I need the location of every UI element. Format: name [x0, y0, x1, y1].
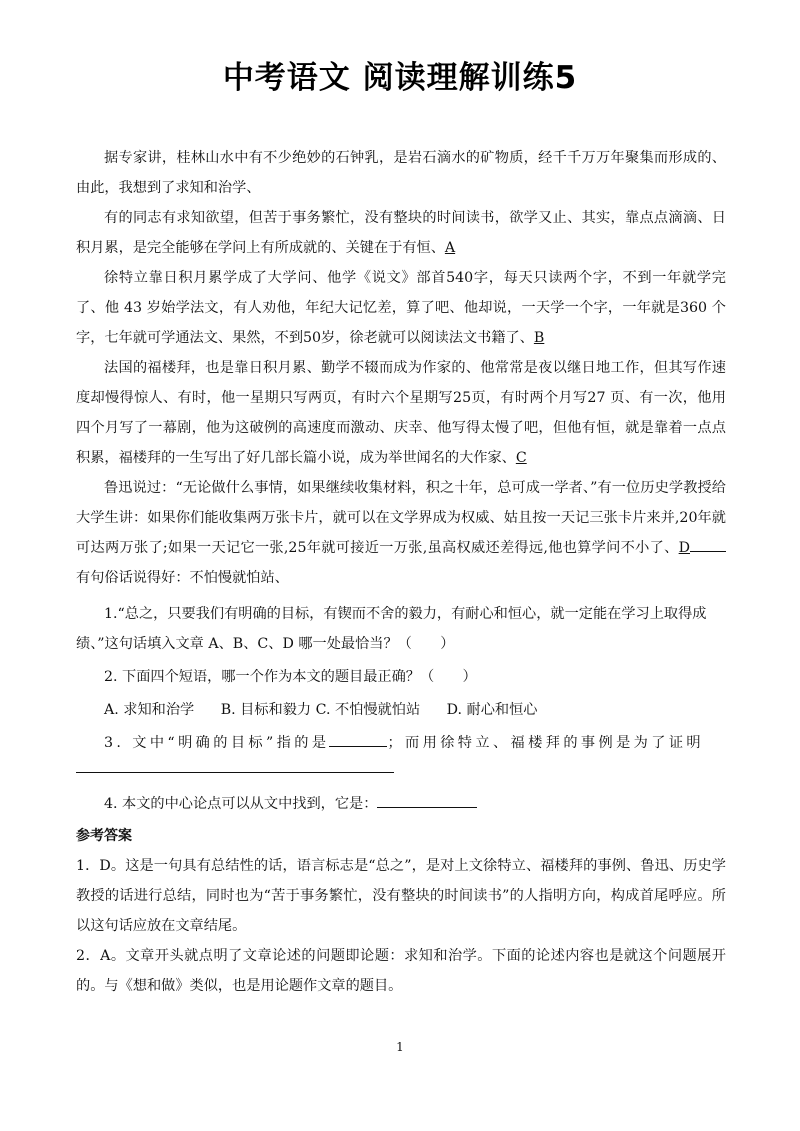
question-2: 2. 下面四个短语，哪一个作为本文的题目最正确？（ ） — [104, 669, 477, 685]
marker-a: A — [444, 240, 456, 256]
paragraph-text: 有句俗话说得好：不怕慢就怕站、 — [76, 570, 289, 586]
question-2-options — [76, 695, 726, 725]
marker-b: B — [533, 330, 545, 346]
question-4-text: 4. 本文的中心论点可以从文中找到，它是： — [104, 796, 378, 812]
answer-blank-4[interactable] — [377, 792, 477, 808]
marker-d: D — [678, 540, 690, 556]
paragraph-text: 徐特立靠日积月累学成了大学问、他学《说文》部首540字，每天只读两个字，不到一年就学完了、他 43 岁始学法文，有人劝他，年纪大记忆差，算了吧、他却说，一天学一个字，一年就是360 个字，七年就可学通法文、果然，不到50岁，徐老就可以阅读法文书籍了、 — [76, 270, 726, 346]
passage-paragraph-1: 据专家讲，桂林山水中有不少绝妙的石钟乳，是岩石滴水的矿物质，经千千万万年聚集而形成的、由此，我想到了求知和治学、 — [76, 150, 726, 196]
answer-blank-3b[interactable] — [76, 758, 394, 773]
document-body — [76, 143, 726, 1001]
option-c: C. 不怕慢就怕站 — [315, 702, 421, 718]
page-title: 中考语文 阅读理解训练5 — [222, 60, 578, 96]
option-a: A. 求知和治学 — [104, 702, 195, 718]
passage-paragraph-2 — [76, 203, 726, 263]
passage-paragraph-5 — [76, 473, 726, 593]
question-3-part-b: ；而用徐特立、福楼拜的事例是为了证明 — [387, 735, 705, 751]
paragraph-text: 法国的福楼拜，也是靠日积月累、勤学不辍而成为作家的、他常常是夜以继日地工作，但其写作速度却慢得惊人、有时，他一星期只写两页，有时六个星期写25页，有时两个月写27 页、有一次，他用四个月写了一幕剧，他为这破例的高速度而激动、庆幸、他写得太慢了吧，但他有恒，就是靠着一点点积累，福楼拜的一生写出了好几部长篇小说，成为举世闻名的大作家、 — [76, 360, 726, 466]
option-b: B. 目标和毅力 — [220, 702, 312, 718]
answer-blank-3a[interactable] — [329, 731, 387, 747]
option-d: D. 耐心和恒心 — [446, 702, 538, 718]
answer-1: 1．D。这是一句具有总结性的话，语言标志是“总之”，是对上文徐特立、福楼拜的事例、鲁迅、历史学教授的话进行总结，同时也为“苦于事务繁忙，没有整块的时间读书”的人指明方向，构成首尾呼应。所以这句话应放在文章结尾。 — [76, 858, 726, 934]
marker-c: C — [515, 450, 527, 466]
marker-d-blank — [690, 535, 726, 552]
paragraph-text: 鲁迅说过：“无论做什么事情，如果继续收集材料，积之十年，总可成一学者、”有一位历史学教授给大学生讲：如果你们能收集两万张卡片，就可以在文学界成为权威、姑且按一天记三张卡片来并,20年就可达两万张了;如果一天记它一张,25年就可接近一万张,虽高权威还差得远,他也算学问不小了、 — [76, 480, 726, 556]
passage-paragraph-3 — [76, 263, 726, 353]
question-3 — [76, 728, 726, 758]
question-3-part-a: 3. 文中“明确的目标”指的是 — [104, 735, 330, 751]
passage-paragraph-4 — [76, 353, 726, 473]
question-4 — [76, 789, 726, 819]
question-1: 1.“总之，只要我们有明确的目标，有锲而不舍的毅力，有耐心和恒心，就一定能在学习上取得成绩、”这句话填入文章 A、B、C、D 哪一处最恰当？（ ） — [76, 606, 707, 652]
paragraph-text: 有的同志有求知欲望，但苦于事务繁忙，没有整块的时间读书，欲学又止、其实，靠点点滴滴、日积月累，是完全能够在学问上有所成就的、关键在于有恒、 — [76, 210, 726, 256]
answers-heading: 参考答案 — [76, 828, 132, 844]
page-number: 1 — [396, 1040, 404, 1054]
answer-2: 2．A。文章开头就点明了文章论述的问题即论题：求知和治学。下面的论述内容也是就这个问题展开的。与《想和做》类似，也是用论题作文章的题目。 — [76, 948, 726, 994]
